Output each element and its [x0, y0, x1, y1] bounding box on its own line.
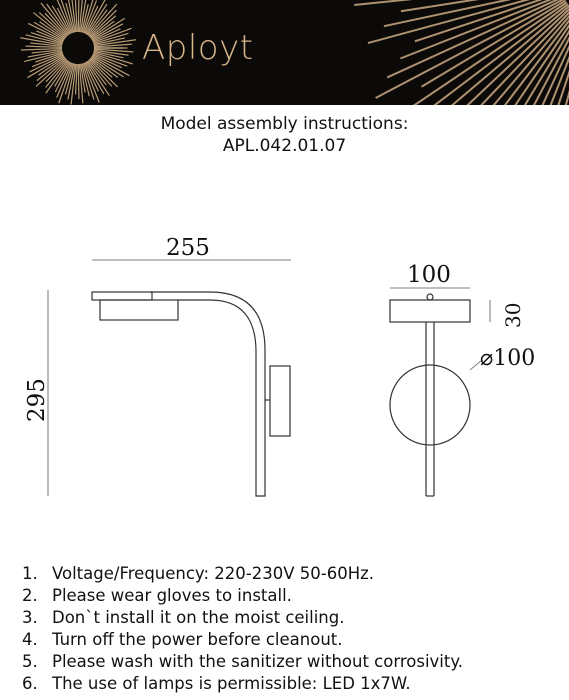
side-width-label: 255: [166, 235, 210, 261]
instruction-number: 1.: [22, 564, 38, 583]
instruction-text: Voltage/Frequency: 220-230V 50-60Hz.: [52, 564, 375, 583]
technical-drawing: [0, 230, 569, 510]
front-depth-label: 30: [501, 302, 525, 328]
document-title: Model assembly instructions:: [160, 114, 409, 134]
side-view: [48, 260, 291, 496]
instruction-number: 3.: [22, 608, 38, 627]
sunburst-ray: [549, 19, 569, 105]
instruction-text: Don`t install it on the moist ceiling.: [52, 608, 345, 627]
instruction-item: [22, 673, 463, 695]
instruction-item: [22, 629, 463, 651]
diameter-label: ⌀100: [480, 346, 536, 371]
wall-plate: [270, 366, 290, 436]
instruction-text: Turn off the power before cleanout.: [52, 630, 343, 649]
sun-center: [64, 34, 92, 62]
instruction-number: 5.: [22, 652, 38, 671]
brand-logo-text: Aployt: [142, 28, 254, 68]
sunburst-ray: [26, 46, 62, 47]
instruction-number: 4.: [22, 630, 38, 649]
lamp-arm: [150, 292, 265, 496]
instruction-number: 6.: [22, 674, 38, 693]
instruction-item: [22, 607, 463, 629]
lamp-head-shade: [100, 300, 178, 320]
instruction-list: [22, 563, 463, 695]
instruction-item: [22, 585, 463, 607]
front-view: [390, 288, 490, 496]
instruction-text: Please wear gloves to install.: [52, 586, 292, 605]
front-lamp-head: [390, 300, 470, 322]
instruction-number: 2.: [22, 586, 38, 605]
instruction-item: [22, 563, 463, 585]
sunburst-ray: [61, 0, 73, 33]
brand-banner: [0, 0, 569, 105]
instruction-text: The use of lamps is permissible: LED 1x7W.: [52, 674, 411, 693]
instruction-item: [22, 651, 463, 673]
side-height-label: 295: [24, 378, 50, 422]
lamp-head-top: [92, 292, 152, 300]
front-wall-disc: [390, 365, 470, 445]
model-number: APL.042.01.07: [222, 136, 347, 156]
sunburst-decoration: [0, 0, 569, 105]
front-top-cap: [427, 294, 433, 300]
sunburst-ray: [78, 0, 79, 32]
sunburst-ray: [78, 64, 79, 99]
instruction-text: Please wash with the sanitizer without corrosivity.: [52, 652, 464, 671]
front-width-label: 100: [407, 262, 451, 288]
